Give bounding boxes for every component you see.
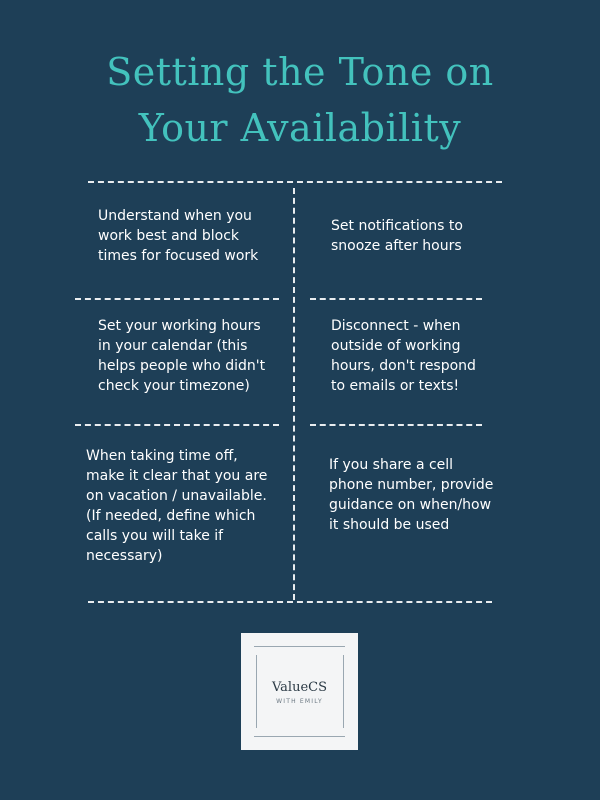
tip-right-1: Set notifications to snooze after hours (331, 218, 463, 254)
left-divider-1 (75, 298, 279, 300)
logo-tagline: WITH EMILY (276, 698, 323, 705)
bottom-divider (88, 601, 492, 603)
right-divider-1 (310, 298, 482, 300)
right-divider-2 (310, 424, 482, 426)
logo-name: ValueCS (271, 680, 328, 695)
logo-frame-bottom (254, 736, 345, 737)
tip-right-2: Disconnect - when outside of working hours, don't respond to emails or texts! (331, 318, 476, 394)
page-title (0, 44, 600, 156)
tip-left-2: Set your working hours in your calendar (this helps people who didn't check your timezone) (98, 318, 266, 394)
tip-left-3: When taking time off, make it clear that you are on vacation / unavailable. (If needed, define which calls you will take if necessary) (86, 448, 268, 564)
title-line-1: Setting the Tone on (106, 50, 494, 94)
tip-right-3: If you share a cell phone number, provide guidance on when/how it should be used (329, 457, 494, 533)
top-divider (88, 181, 502, 183)
center-divider (293, 188, 295, 600)
title-line-2: Your Availability (138, 106, 462, 150)
brand-logo (241, 633, 358, 750)
logo-frame-top (254, 646, 345, 647)
tip-left-1: Understand when you work best and block times for focused work (98, 208, 259, 264)
left-divider-2 (75, 424, 279, 426)
